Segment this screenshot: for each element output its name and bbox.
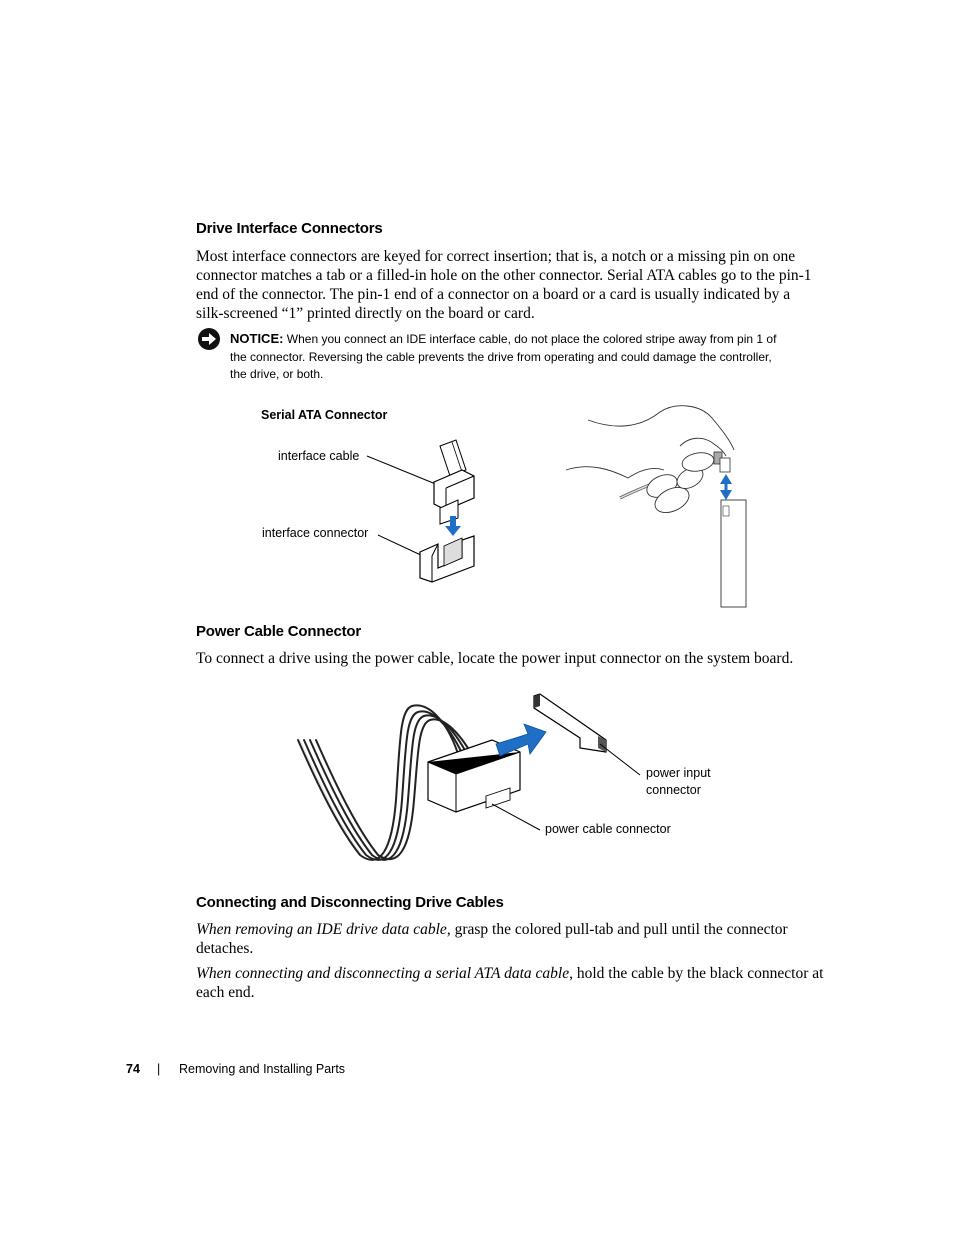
para-line: end of the connector. The pin-1 end of a connector on a board or a card is usually indicated by a xyxy=(196,286,791,303)
label-line: power input xyxy=(646,766,711,780)
power-cable-paragraph: To connect a drive using the power cable, locate the power input connector on the system board. xyxy=(196,650,794,667)
heading-drive-interface-connectors: Drive Interface Connectors xyxy=(196,220,383,237)
italic-phrase: When connecting and disconnecting a serial ATA data cable xyxy=(196,965,570,982)
footer-section-title: Removing and Installing Parts xyxy=(179,1062,346,1076)
heading-power-cable-connector: Power Cable Connector xyxy=(196,623,361,640)
heading-connecting-disconnecting: Connecting and Disconnecting Drive Cables xyxy=(196,894,504,911)
label-power-input-connector xyxy=(646,765,711,799)
ide-removal-paragraph xyxy=(196,920,836,958)
para-line: connector matches a tab or a filled-in hole on the other connector. Serial ATA cables go to the pin-1 xyxy=(196,267,812,284)
label-line: connector xyxy=(646,783,701,797)
sata-connect-paragraph xyxy=(196,964,836,1002)
para-line: Most interface connectors are keyed for correct insertion; that is, a notch or a missing pin on one xyxy=(196,248,796,265)
para-line: silk-screened “1” printed directly on the board or card. xyxy=(196,305,535,322)
para-line xyxy=(196,920,836,939)
notice-line-3: the drive, or both. xyxy=(230,367,324,381)
italic-phrase: When removing an IDE drive data cable xyxy=(196,921,447,938)
para-text: , grasp the colored pull-tab and pull until the connector xyxy=(446,921,788,938)
para-text: , hold the cable by the black connector at xyxy=(569,965,824,982)
label-power-cable-connector: power cable connector xyxy=(545,822,671,836)
notice-line-2: the connector. Reversing the cable prevents the drive from operating and could damage the controller, xyxy=(230,349,772,364)
figure-title-serial-ata: Serial ATA Connector xyxy=(261,408,388,422)
para-line: each end. xyxy=(196,984,255,1001)
footer-separator: | xyxy=(157,1062,161,1076)
notice-text-1: When you connect an IDE interface cable, do not place the colored stripe away from pin 1 of xyxy=(286,332,777,346)
label-interface-cable: interface cable xyxy=(278,449,360,463)
para-line xyxy=(196,964,836,983)
page-number: 74 xyxy=(126,1062,140,1076)
para-line: detaches. xyxy=(196,940,254,957)
label-interface-connector: interface connector xyxy=(262,526,369,540)
notice-label: NOTICE: xyxy=(230,331,284,346)
